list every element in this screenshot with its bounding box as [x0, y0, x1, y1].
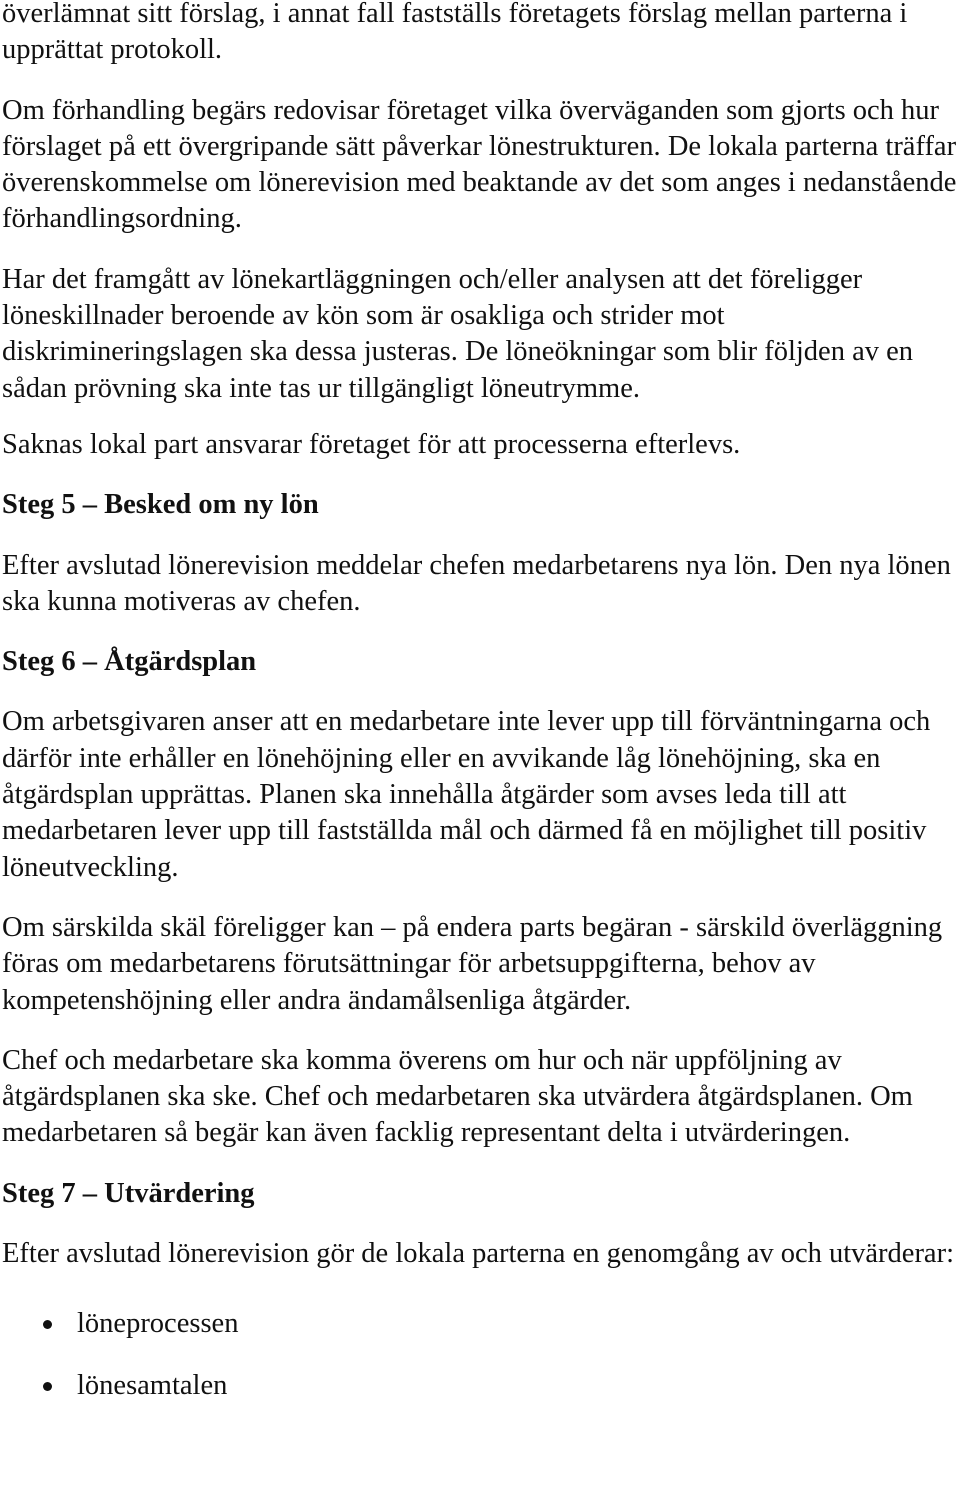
paragraph-step-6-follow-up: Chef och medarbetare ska komma överens om hur och när uppföljning av åtgärdsplanen ska ske. Chef och medarbetaren ska utvärdera åtgärdsplanen. Om medarbetaren så begär kan även facklig representant delta i utvärderingen. [2, 1044, 913, 1149]
list-item [2, 1368, 957, 1404]
bullet-icon [43, 1320, 52, 1329]
paragraph-step-6-special-reasons: Om särskilda skäl föreligger kan – på endera parts begäran - särskild överläggning föras om medarbetarens förutsättningar för arbetsuppgifterna, behov av kompetenshöjning eller andra ändamålsenliga åtgärder. [2, 911, 943, 1016]
list-item-label: lönesamtalen [77, 1369, 228, 1401]
evaluation-list [2, 1306, 957, 1404]
paragraph-intro-continued: överlämnat sitt förslag, i annat fall fastställs företagets förslag mellan parterna i upprättat protokoll. [2, 0, 908, 66]
paragraph-negotiation-part2: De lokala parterna träffar överenskommelse om lönerevision med beaktande av det som anges i nedanstående förhandlingsordning. [2, 130, 957, 235]
paragraph-step-6-action-plan: Om arbetsgivaren anser att en medarbetare inte lever upp till förväntningarna och därför inte erhåller en lönehöjning eller en avvikande låg lönehöjning, ska en åtgärdsplan upprättas. Planen ska innehålla åtgärder som avses leda till att medarbetaren lever upp till fastställda mål och därmed få en möjlighet till positiv löneutveckling. [2, 706, 931, 883]
paragraph-negotiation [2, 93, 957, 238]
list-item [2, 1306, 957, 1342]
list-item-label: löneprocessen [77, 1308, 239, 1340]
heading-step-5: Steg 5 – Besked om ny lön [2, 489, 319, 521]
heading-step-7: Steg 7 – Utvärdering [2, 1177, 255, 1209]
document-page [2, 0, 957, 1429]
paragraph-negotiation-part1: Om förhandling begärs redovisar företaget vilka överväganden som gjorts och hur förslaget på ett övergripande sätt påverkar lönestrukturen. [2, 94, 940, 162]
heading-step-6: Steg 6 – Åtgärdsplan [2, 646, 257, 678]
bullet-icon [43, 1382, 52, 1391]
paragraph-step-7: Efter avslutad lönerevision gör de lokala parterna en genomgång av och utvärderar: [2, 1238, 954, 1270]
paragraph-pay-gap: Har det framgått av lönekartläggningen och/eller analysen att det föreligger löneskillnader beroende av kön som är osakliga och strider mot diskrimineringslagen ska dessa justeras. De löneökningar som blir följden av en sådan prövning ska inte tas ur tillgängligt löneutrymme. [2, 263, 913, 404]
paragraph-step-5: Efter avslutad lönerevision meddelar chefen medarbetarens nya lön. Den nya lönen ska kunna motiveras av chefen. [2, 549, 951, 617]
paragraph-no-local-party: Saknas lokal part ansvarar företaget för att processerna efterlevs. [2, 428, 741, 460]
